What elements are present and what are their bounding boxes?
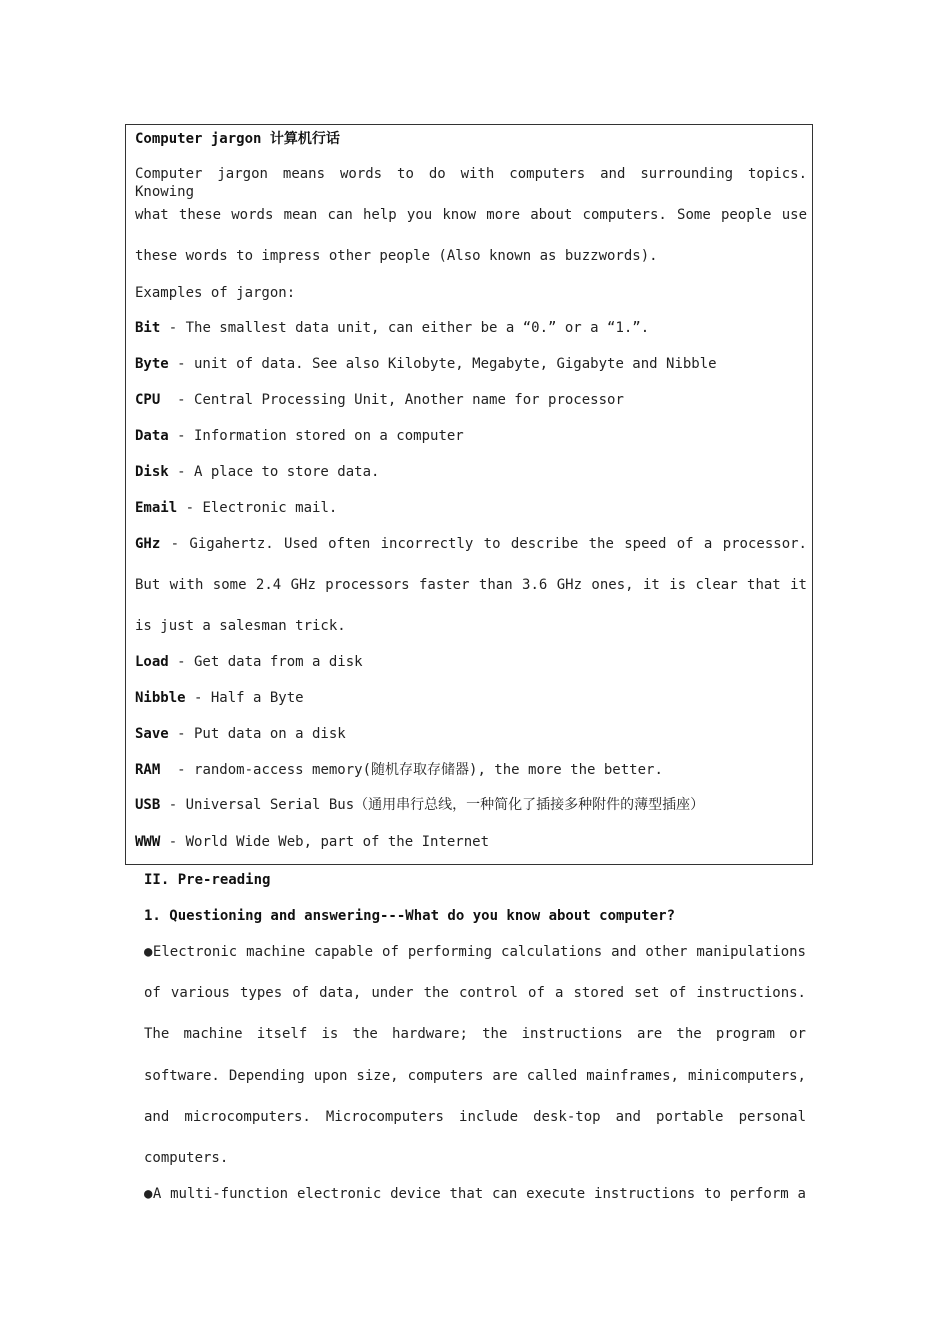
term-definition: - unit of data. See also Kilobyte, Megabyte, Gigabyte and Nibble [168, 356, 717, 372]
term-definition: - Put data on a disk [168, 726, 346, 742]
term-email [135, 499, 807, 517]
term-data [135, 427, 807, 445]
term-nibble [135, 689, 807, 707]
term-bit [135, 319, 807, 337]
para1-line-1: ●Electronic machine capable of performing calculations and other manipulations [144, 944, 806, 960]
term-definition: - Electronic mail. [177, 500, 338, 516]
term-definition: - Gigahertz. Used often incorrectly to describe the speed of a processor. [160, 536, 807, 552]
para1-line-3: The machine itself is the hardware; the instructions are the program or [144, 1026, 806, 1042]
term-name: Load [135, 654, 169, 670]
term-definition: - Get data from a disk [168, 654, 363, 670]
term-definition: - Universal Serial Bus（通用串行总线，一种简化了插接多种附件的薄型插座） [160, 797, 705, 813]
term-definition: - The smallest data unit, can either be a “0.” or a “1.”. [160, 320, 650, 336]
term-name: GHz [135, 536, 161, 552]
section-heading: II. Pre-reading [144, 872, 271, 888]
term-disk [135, 463, 807, 481]
term-ram [135, 761, 807, 779]
term-name: CPU [135, 392, 161, 408]
term-byte [135, 355, 807, 373]
term-name: Data [135, 428, 169, 444]
term-save [135, 725, 807, 743]
term-ghz [135, 535, 807, 553]
term-usb [135, 796, 807, 814]
para1-line-5: and microcomputers. Microcomputers include desk-top and portable personal [144, 1109, 806, 1125]
para1-line-6: computers. [144, 1150, 229, 1166]
term-cpu [135, 391, 807, 409]
intro-line-2: what these words mean can help you know more about computers. Some people use [135, 207, 807, 223]
ghz-line-2: But with some 2.4 GHz processors faster than 3.6 GHz ones, it is clear that it [135, 577, 807, 593]
term-name: Nibble [135, 690, 186, 706]
term-name: Byte [135, 356, 169, 372]
intro-line-3: these words to impress other people (Also known as buzzwords). [135, 248, 658, 264]
term-name: USB [135, 797, 161, 813]
term-name: RAM [135, 762, 161, 778]
term-definition: - Central Processing Unit, Another name for processor [160, 392, 624, 408]
ghz-line-3: is just a salesman trick. [135, 618, 346, 634]
term-www [135, 833, 807, 851]
para2-line-1: ●A multi-function electronic device that can execute instructions to perform a [144, 1186, 806, 1202]
term-name: Bit [135, 320, 161, 336]
jargon-box [125, 124, 813, 865]
term-definition: - Half a Byte [185, 690, 304, 706]
examples-label: Examples of jargon: [135, 285, 296, 301]
intro-line-1: Computer jargon means words to do with computers and surrounding topics. Knowing [135, 166, 807, 200]
term-name: Save [135, 726, 169, 742]
term-name: Disk [135, 464, 169, 480]
term-load [135, 653, 807, 671]
term-definition: - Information stored on a computer [168, 428, 464, 444]
term-definition: - A place to store data. [168, 464, 380, 480]
term-name: WWW [135, 834, 161, 850]
para1-line-4: software. Depending upon size, computers are called mainframes, minicomputers, [144, 1068, 806, 1084]
section-subheading: 1. Questioning and answering---What do you know about computer? [144, 908, 676, 924]
term-definition: - random-access memory(随机存取存储器), the more the better. [160, 762, 663, 778]
term-definition: - World Wide Web, part of the Internet [160, 834, 490, 850]
term-name: Email [135, 500, 178, 516]
para1-line-2: of various types of data, under the control of a stored set of instructions. [144, 985, 806, 1001]
jargon-title: Computer jargon 计算机行话 [135, 131, 340, 147]
